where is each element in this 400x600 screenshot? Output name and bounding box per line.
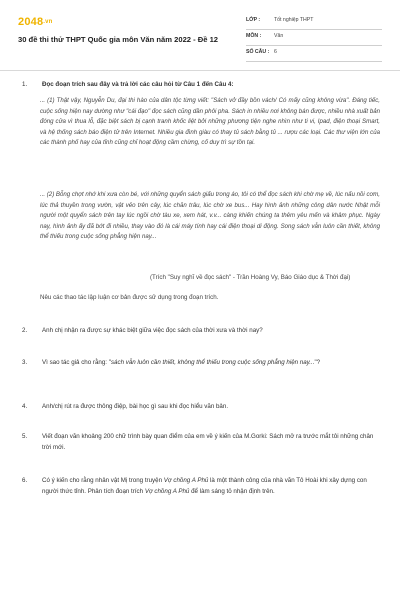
- meta-label: MÔN :: [246, 33, 262, 39]
- question-number: 6.: [22, 477, 28, 484]
- meta-value: 6: [274, 49, 277, 55]
- question-text: Viết đoạn văn khoảng 200 chữ trình bày quan điểm của em về ý kiến của M.Gorki: Sách mở ra trước mắt tôi những chân trời mới.: [42, 433, 374, 451]
- question-text-part: "?: [314, 359, 321, 366]
- question-text-part: Vì sao tác giả cho rằng: ": [42, 359, 111, 366]
- question-number: 1.: [22, 81, 28, 88]
- meta-value: Văn: [274, 33, 284, 39]
- meta-row-count: [246, 46, 382, 62]
- question-number: 3.: [22, 359, 28, 366]
- logo-text: 2048: [18, 16, 44, 28]
- logo-domain: .vn: [43, 19, 53, 25]
- question-text: Đọc đoạn trích sau đây và trả lời các câu hỏi từ Câu 1 đến Câu 4:: [42, 81, 234, 88]
- question-quote: sách vẫn luôn cần thiết, không thể thiếu trong cuộc sống phẳng hiện nay...: [110, 359, 315, 366]
- passage-paragraph-1: ... (1) Thật vậy, Nguyễn Du, đại thi hào của dân tộc từng viết: "Sách vở đầy bồn vách/ Có mấy cũng không vừa". Đáng tiếc, cuộc sống hiện nay dường như "cái đạo" đọc sách cũng dần phôi pha. Sách in nhiều nơi không bán được, nhiều nhà xuất bản đóng cửa vì thua lỗ, đặc biệt sách bị cạnh tranh khốc liệt bởi những phương tiện nghe nhìn như ti vi, Ipad, điện thoại Smart, và hệ thống sách báo điện tử trên Internet. Nhiều gia đình giàu có thay tủ sách bằng tủ ... rượu các loại. Các thư viện lớn của các thành phố hay của tỉnh cũng chỉ hoạt động cầm chừng, cố duy trì sự tồn tại.: [40, 97, 380, 147]
- exam-meta: [246, 14, 382, 62]
- question-number: 4.: [22, 403, 28, 410]
- question-1-prompt: Nêu các thao tác lập luận cơ bản được sử dụng trong đoạn trích.: [40, 294, 219, 301]
- meta-label: SỐ CÂU :: [246, 49, 270, 55]
- meta-row-class: [246, 14, 382, 30]
- passage-paragraph-2: ... (2) Bỗng chợt nhớ khi xưa còn bé, với những quyển sách giấu trong áo, tôi có thể đọc sách khi chờ mẹ về, lúc nấu nồi cơm, lúc thả thuyền trong vườn, vật vẻo trên cây, lúc chăn trâu, lúc chờ xe bus... Hay hình ảnh những công dân nước Nhật mỗi người một quyển sách trên tay lúc ngồi chờ tàu xe, xem hát, v.v... càng khiến chúng ta thêm yêu mến và khâm phục. Ngày nay, hình ảnh ấy đã bớt đi nhiều, thay vào đó là cái máy tính hay cái điện thoại di động. Song sách vẫn luôn cần thiết, không thể thiếu trong cuộc sống phẳng hiện nay...: [40, 191, 380, 241]
- question-text-part: là một thành công của nhà văn Tô Hoài khi xây dựng con người thức tỉnh. Phân tích đoạn trích: [42, 477, 367, 495]
- page-header: [18, 12, 382, 60]
- question-text-part: để làm sáng tỏ nhận định trên.: [189, 487, 275, 495]
- question-text: Anh/chị rút ra được thông điệp, bài học gì sau khi đọc hiểu văn bản.: [42, 403, 229, 410]
- meta-value: Tốt nghiệp THPT: [274, 17, 314, 23]
- page-title: 30 đề thi thử THPT Quốc gia môn Văn năm 2022 - Đề 12: [18, 35, 219, 44]
- meta-label: LỚP :: [246, 17, 261, 23]
- work-title: Vợ chồng A Phủ: [144, 487, 190, 495]
- question-text: Anh chị nhận ra được sự khác biệt giữa việc đọc sách của thời xưa và thời nay?: [42, 327, 263, 334]
- site-logo[interactable]: [18, 16, 53, 28]
- passage-source: (Trích "Suy nghĩ về đọc sách" - Trần Hoàng Vy, Báo Giáo dục & Thời đại): [150, 274, 351, 281]
- work-title: Vợ chồng A Phủ: [163, 477, 209, 484]
- question-number: 5.: [22, 433, 28, 440]
- header-divider: [0, 70, 400, 71]
- meta-row-subject: [246, 30, 382, 46]
- question-number: 2.: [22, 327, 28, 334]
- question-text: [42, 358, 382, 369]
- question-text-part: Có ý kiến cho rằng nhân vật Mị trong truyện: [42, 477, 164, 484]
- question-text: [42, 476, 382, 497]
